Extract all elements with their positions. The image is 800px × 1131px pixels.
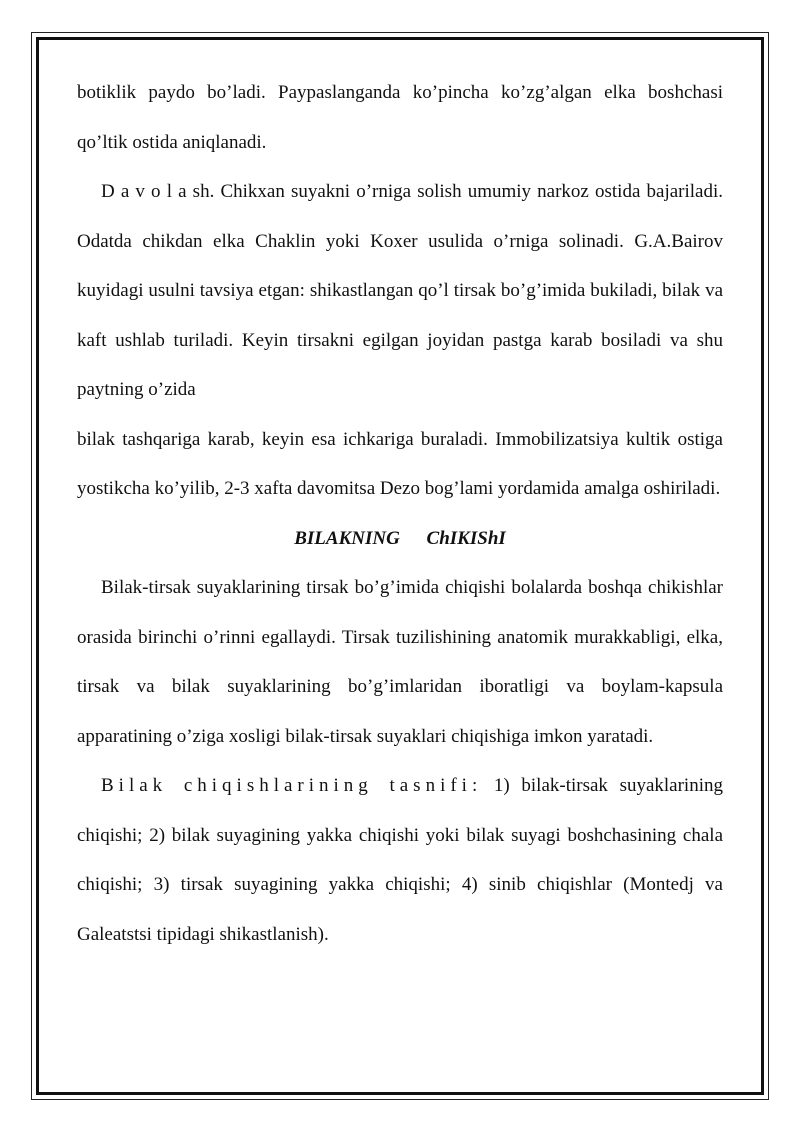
paragraph-2 bbox=[77, 167, 723, 415]
paragraph-4: Bilak-tirsak suyaklarining tirsak bo’g’imida chiqishi bolalarda boshqa chikishlar orasida birinchi o’rinni egallaydi. Tirsak tuzilishining anatomik murakkabligi, elka, tirsak va bilak suyaklarining bo’g’imlaridan iboratligi va boylam-kapsula apparatining o’ziga xosligi bilak-tirsak suyaklari chiqishiga imkon yaratadi. bbox=[77, 577, 723, 747]
paragraph-2-lead: D a v o l a sh. bbox=[101, 181, 215, 202]
paragraph-5-text: 1) bilak-tirsak suyaklarining chiqishi; 2) bilak suyagining yakka chiqishi yoki bilak suyagi boshchasining chala chiqishi; 3) tirsak suyagining yakka chiqishi; 4) sinib chiqishlar (Montedj va Galeatstsi tipidagi shikastlanish). bbox=[77, 775, 723, 945]
paragraph-3: bilak tashqariga karab, keyin esa ichkariga buraladi. Immobilizatsiya kultik ostiga yostikcha ko’yilib, 2-3 xafta davomitsa Dezo bog’lami yordamida amalga oshiriladi. bbox=[77, 428, 723, 499]
section-heading: BILAKNING ChIKIShI bbox=[294, 527, 506, 549]
document-body bbox=[77, 68, 723, 959]
paragraph-1: botiklik paydo bo’ladi. Paypaslanganda ko’pincha ko’zg’algan elka boshchasi qo’ltik ostida aniqlanadi. bbox=[77, 82, 723, 153]
paragraph-5-lead: Bilak chiqishlarining tasnifi: bbox=[101, 775, 483, 796]
paragraph-2-text: Chikxan suyakni o’rniga solish umumiy narkoz ostida bajariladi. Odatda chikdan elka Chaklin yoki Koxer usulida o’rniga solinadi. G.A.Bairov kuyidagi usulni tavsiya etgan: shikastlangan qo’l tirsak bo’g’imida bukiladi, bilak va kaft ushlab turiladi. Keyin tirsakni egilgan joyidan pastga karab bosiladi va shu paytning o’zida bbox=[77, 181, 724, 400]
paragraph-5 bbox=[77, 761, 723, 959]
